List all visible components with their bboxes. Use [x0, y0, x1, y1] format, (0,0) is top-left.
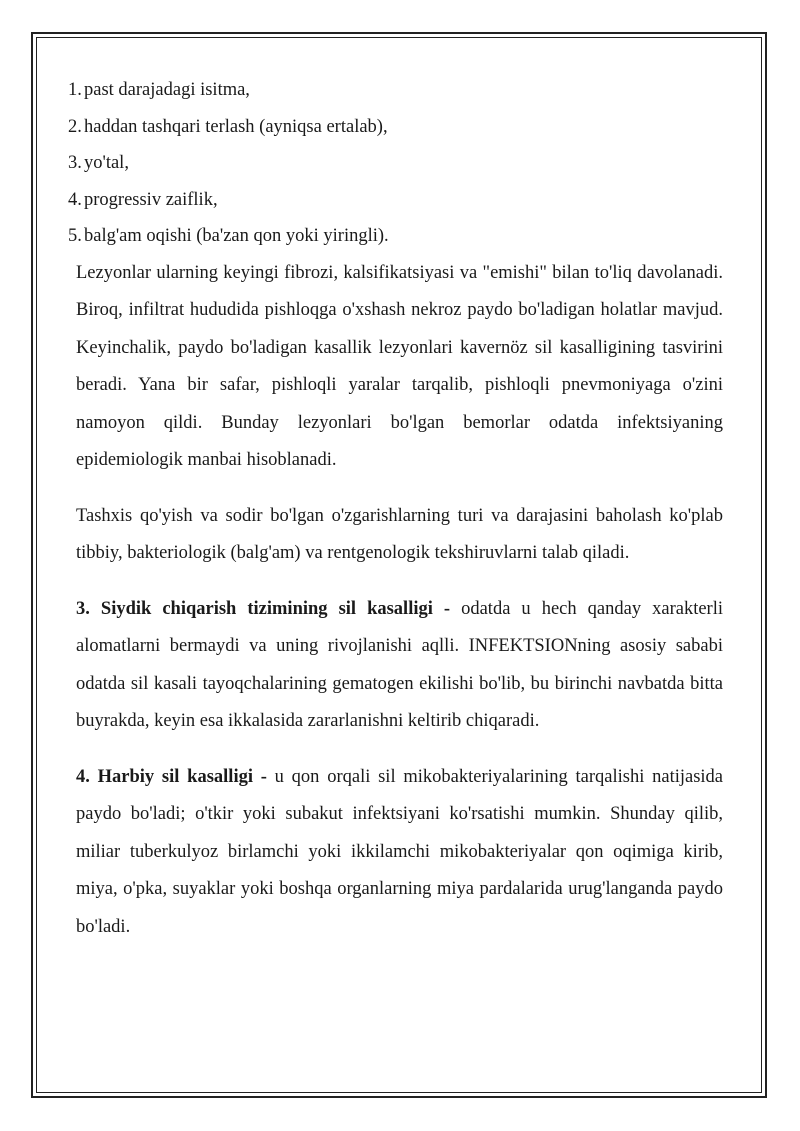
list-item: [68, 72, 723, 109]
section-heading-military-tb: 4. Harbiy sil kasalligi -: [76, 766, 267, 787]
list-item-text: balg'am oqishi (ba'zan qon yoki yiringli).: [84, 226, 389, 246]
list-item: [68, 145, 723, 182]
paragraph-urinary-tb-body: odatda u hech qanday xarakterli alomatlarni bermaydi va uning rivojlanishi aqlli. INFEKTSIONning asosiy sababi odatda sil kasali tayoqchalarining gematogen ekilishi bo'lib, bu birinchi navbatda bitta buyrakda, keyin esa ikkalasida zararlanishni keltirib chiqaradi.: [76, 598, 723, 731]
document-body: [68, 72, 724, 946]
list-item: [68, 182, 723, 219]
list-item-number: 4.: [68, 189, 82, 210]
list-item-number: 2.: [68, 116, 82, 137]
list-item-text: past darajadagi isitma,: [84, 80, 250, 100]
list-item-number: 1.: [68, 80, 82, 100]
paragraph-military-tb: [76, 759, 723, 947]
list-item: [68, 109, 723, 146]
paragraph-lesions: Lezyonlar ularning keyingi fibrozi, kalsifikatsiyasi va "emishi" bilan to'liq davolanadi. Biroq, infiltrat hududida pishloqga o'xshash nekroz paydo bo'ladigan holatlar mavjud. Keyinchalik, paydo bo'ladigan kasallik lezyonlari kavernöz sil kasalligining tasvirini beradi. Yana bir safar, pishloqli yaralar tarqalib, pishloqli pnevmoniyaga o'zini namoyon qildi. Bunday lezyonlari bo'lgan bemorlar odatda infektsiyaning epidemiologik manbai hisoblanadi.: [76, 262, 723, 470]
list-item-text: haddan tashqari terlash (ayniqsa ertalab),: [84, 116, 388, 137]
list-item-number: 5.: [68, 226, 82, 246]
paragraph-urinary-tb: [76, 591, 723, 741]
paragraph-diagnosis: Tashxis qo'yish va sodir bo'lgan o'zgarishlarning turi va darajasini baholash ko'plab tibbiy, bakteriologik (balg'am) va rentgenologik tekshiruvlarni talab qiladi.: [76, 505, 723, 563]
list-item-number: 3.: [68, 153, 82, 173]
section-heading-urinary-tb: 3. Siydik chiqarish tizimining sil kasalligi -: [76, 598, 451, 619]
symptom-list: [68, 72, 723, 255]
list-item-text: progressiv zaiflik,: [84, 189, 218, 210]
list-item: [68, 218, 723, 255]
paragraph-military-tb-body: u qon orqali sil mikobakteriyalarining tarqalishi natijasida paydo bo'ladi; o'tkir yoki subakut infektsiyani ko'rsatishi mumkin. Shunday qilib, miliar tuberkulyoz birlamchi yoki ikkilamchi mikobakteriyalar qon oqimiga kirib, miya, o'pka, suyaklar yoki boshqa organlarning miya pardalarida urug'langanda paydo bo'ladi.: [76, 766, 724, 937]
list-item-text: yo'tal,: [84, 153, 129, 173]
